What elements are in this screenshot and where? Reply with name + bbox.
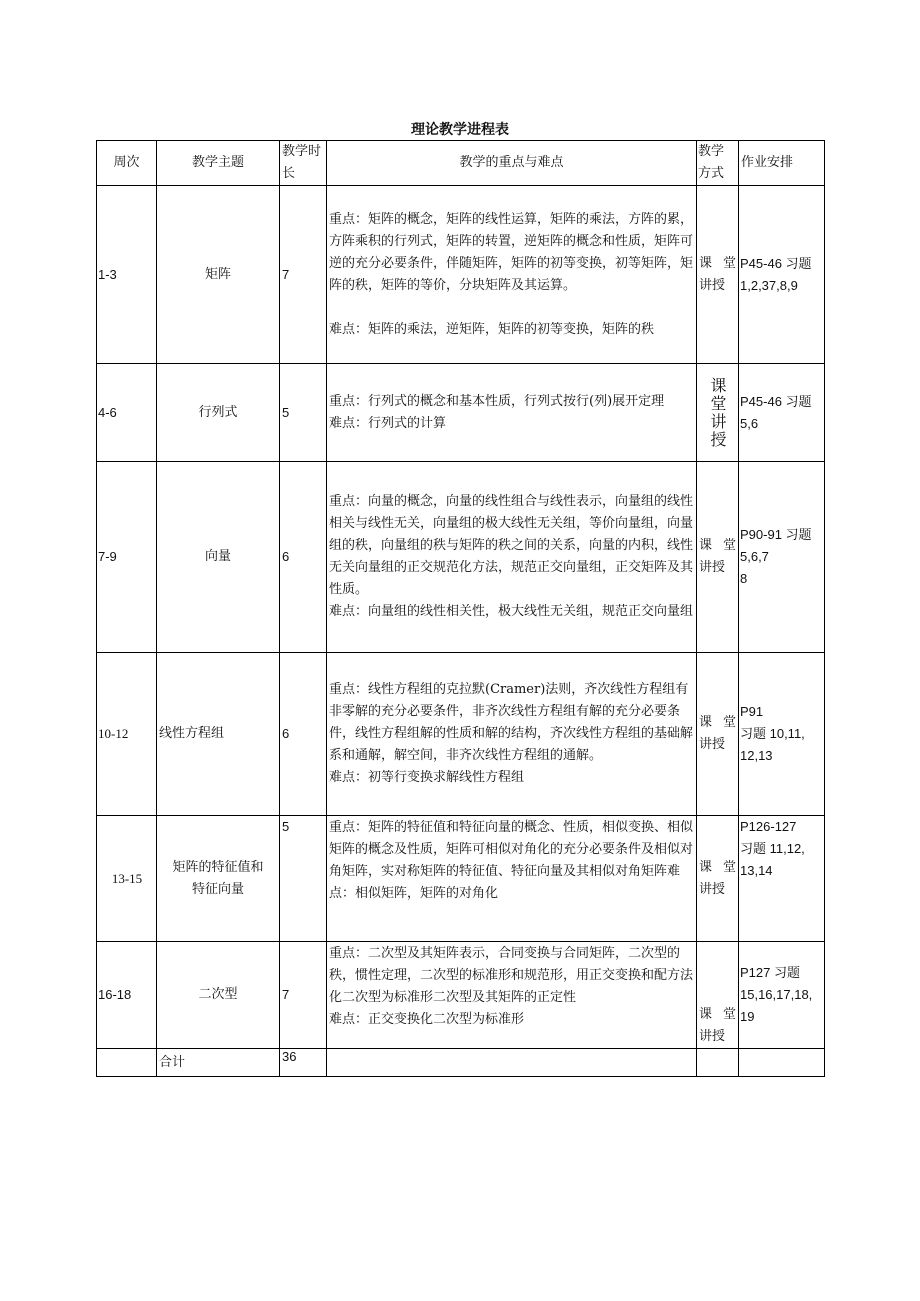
week-cell: 7-9: [97, 462, 157, 653]
homework-line2: 5,6: [740, 415, 759, 431]
key-point-text: 重点：行列式的概念和基本性质，行列式按行(列)展开定理: [329, 393, 665, 409]
homework-line3: 19: [740, 1009, 755, 1024]
homework-line2: 15,16,17,18,: [740, 987, 813, 1002]
header-key-points: 教学的重点与难点: [327, 141, 697, 186]
method-char: 讲: [710, 411, 727, 431]
topic-cell: 行列式: [157, 364, 280, 462]
topic-cell: 二次型: [157, 942, 280, 1049]
week-cell: 10-12: [97, 653, 157, 816]
homework-cell: [739, 653, 825, 816]
homework-cell: [739, 462, 825, 653]
page-title: 理论教学进程表: [411, 122, 509, 138]
week-cell: 16-18: [97, 942, 157, 1049]
difficulty-text: 难点：初等行变换求解线性方程组: [329, 770, 525, 785]
key-points-cell: [327, 653, 697, 816]
method-cell: [697, 462, 739, 653]
week-cell: 13-15: [97, 816, 157, 942]
key-point-text: 重点：线性方程组的克拉默(Cramer)法则，齐次线性方程组有非零解的充分必要条件，非齐次线性方程组有解的充分必要条件，线性方程组解的性质和解的结构，齐次线性方程组的基础解系和通解，解空间，非齐次线性方程组的通解。: [329, 682, 694, 763]
key-points-cell: [327, 942, 697, 1049]
hours-cell: 7: [280, 186, 327, 364]
week-cell: 1-3: [97, 186, 157, 364]
homework-line3: 12,13: [740, 748, 773, 763]
header-hours: [280, 141, 327, 186]
difficulty-text: 难点：矩阵的乘法，逆矩阵，矩阵的初等变换，矩阵的秩: [329, 321, 655, 337]
method-cell: [697, 653, 739, 816]
topic-cell: 线性方程组: [157, 653, 280, 816]
method-line2: 讲授: [699, 737, 726, 752]
hours-cell: 5: [280, 816, 327, 942]
total-hours: 36: [280, 1049, 327, 1077]
method-line2: 讲授: [699, 277, 726, 293]
difficulty-text: 难点：向量组的线性相关性，极大线性无关组，规范正交向量组: [329, 604, 694, 619]
homework-line1: P126-127: [740, 819, 797, 834]
key-points-cell: [327, 462, 697, 653]
header-method-line2: 方式: [698, 166, 725, 181]
hours-cell: 6: [280, 653, 327, 816]
homework-cell: [739, 186, 825, 364]
header-week: 周次: [97, 141, 157, 186]
total-week-cell: [97, 1049, 157, 1077]
key-point-text: 重点：二次型及其矩阵表示，合同变换与合同矩阵，二次型的秩，惯性定理，二次型的标准形和规范形，用正交变换和配方法化二次型为标准形二次型及其矩阵的正定性: [329, 946, 694, 1005]
difficulty-text: 难点：正交变换化二次型为标准形: [329, 1012, 525, 1027]
key-points-cell: [327, 816, 697, 942]
method-char: 授: [710, 429, 727, 449]
method-char: 堂: [710, 393, 727, 413]
total-method-cell: [697, 1049, 739, 1077]
homework-line1: P45-46 习题: [740, 255, 812, 271]
header-row: [97, 141, 825, 186]
method-line1: 课堂: [699, 859, 736, 875]
hours-cell: 5: [280, 364, 327, 462]
homework-line2: 习题 11,12,: [740, 841, 805, 856]
total-key-cell: [327, 1049, 697, 1077]
table-row: [97, 462, 825, 653]
method-char: 课: [710, 375, 727, 395]
method-cell: [697, 816, 739, 942]
header-hours-line2: 长: [282, 166, 296, 181]
method-cell: [697, 186, 739, 364]
homework-cell: [739, 816, 825, 942]
method-line1: 课堂: [699, 538, 736, 553]
key-points-cell: [327, 364, 697, 462]
table-row: [97, 653, 825, 816]
homework-cell: [739, 364, 825, 462]
method-cell: [697, 364, 739, 462]
method-line2: 讲授: [699, 881, 726, 897]
difficulty-text: 难点：行列式的计算: [329, 415, 447, 431]
homework-cell: [739, 942, 825, 1049]
schedule-table: [96, 140, 825, 1077]
homework-line1: P45-46 习题: [740, 393, 812, 409]
homework-line1: P90-91 习题: [740, 527, 812, 542]
homework-line3: 8: [740, 571, 748, 586]
key-points-cell: [327, 186, 697, 364]
method-line1: 课堂: [699, 255, 736, 271]
key-point-text: 重点：向量的概念，向量的线性组合与线性表示，向量组的线性相关与线性无关，向量组的极大线性无关组，等价向量组，向量组的秩，向量组的秩与矩阵的秩之间的关系，向量的内积，线性无关向量组的正交规范化方法，规范正交向量组，正交矩阵及其性质。: [329, 494, 694, 597]
topic-cell: [157, 816, 280, 942]
total-homework-cell: [739, 1049, 825, 1077]
homework-line2: 5,6,7: [740, 549, 769, 564]
week-cell: 4-6: [97, 364, 157, 462]
table-row: [97, 942, 825, 1049]
topic-cell: 向量: [157, 462, 280, 653]
table-row: [97, 364, 825, 462]
homework-line2: 1,2,37,8,9: [740, 277, 798, 293]
homework-line3: 13,14: [740, 863, 773, 878]
method-line1: 课堂: [699, 1007, 736, 1022]
header-homework: 作业安排: [739, 141, 825, 186]
key-point-text: 重点：矩阵的概念，矩阵的线性运算，矩阵的乘法，方阵的累，方阵乘积的行列式，矩阵的转置，逆矩阵的概念和性质，矩阵可逆的充分必要条件，伴随矩阵，矩阵的初等变换，初等矩阵，矩阵的秩，矩阵的等价，分块矩阵及其运算。: [329, 211, 694, 293]
hours-cell: 6: [280, 462, 327, 653]
topic-line1: 矩阵的特征值和: [172, 859, 264, 875]
header-method-line1: 教学: [698, 144, 725, 159]
table-row: [97, 816, 825, 942]
homework-line1: P91: [740, 704, 764, 719]
method-line2: 讲授: [699, 1029, 726, 1044]
method-line2: 讲授: [699, 560, 726, 575]
topic-cell: 矩阵: [157, 186, 280, 364]
header-hours-line1: 教学时: [282, 144, 322, 159]
homework-line2: 习题 10,11,: [740, 726, 805, 741]
header-topic: 教学主题: [157, 141, 280, 186]
header-method: [697, 141, 739, 186]
total-label: 合计: [157, 1049, 280, 1077]
hours-cell: 7: [280, 942, 327, 1049]
method-cell: [697, 942, 739, 1049]
topic-line2: 特征向量: [191, 881, 244, 897]
total-row: [97, 1049, 825, 1077]
method-line1: 课堂: [699, 715, 736, 730]
key-point-text: 重点：矩阵的特征值和特征向量的概念、性质，相似变换、相似矩阵的概念及性质，矩阵可相似对角化的充分必要条件及相似对角矩阵，实对称矩阵的特征值、特征向量及其相似对角矩阵难点：相似矩阵，矩阵的对角化: [329, 820, 694, 901]
homework-line1: P127 习题: [740, 965, 800, 980]
table-row: [97, 186, 825, 364]
